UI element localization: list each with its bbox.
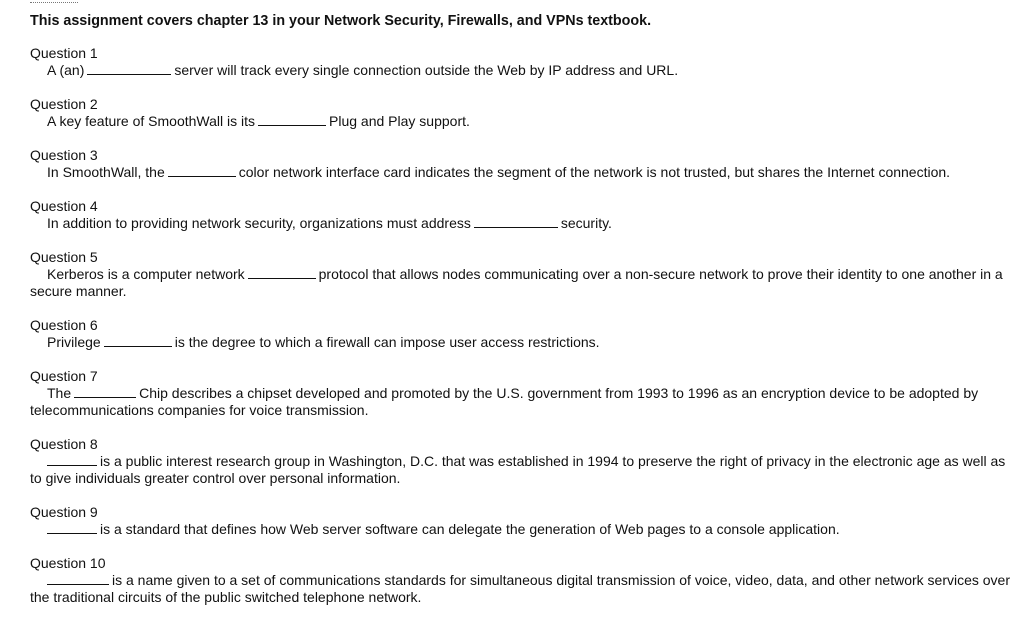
text-after-blank: server will track every single connection outside the Web by IP address and URL.	[174, 62, 679, 78]
question-10	[30, 555, 1010, 606]
question-8	[30, 436, 1010, 487]
text-after-blank: Chip describes a chipset developed and promoted by the U.S. government from 1993 to 1996 as an encryption device to be adopted by telecommunications companies for voice transmission.	[30, 385, 979, 418]
question-title: Question 6	[30, 317, 98, 333]
text-before-blank: A key feature of SmoothWall is its	[47, 113, 256, 129]
text-after-blank: protocol that allows nodes communicating over a non-secure network to prove their identity to one another in a secure manner.	[30, 266, 1003, 299]
text-after-blank: is a standard that defines how Web server software can delegate the generation of Web pages to a console application.	[100, 521, 840, 537]
question-title: Question 9	[30, 504, 98, 520]
assignment-header: This assignment covers chapter 13 in your Network Security, Firewalls, and VPNs textbook.	[30, 13, 652, 29]
answer-blank[interactable]	[168, 164, 236, 177]
question-text	[30, 385, 1010, 419]
question-5	[30, 249, 1010, 300]
question-title: Question 10	[30, 555, 106, 571]
text-after-blank: is the degree to which a firewall can impose user access restrictions.	[174, 334, 600, 350]
question-text	[30, 334, 1010, 351]
text-after-blank: is a name given to a set of communications standards for simultaneous digital transmission of voice, video, data, and other network services over the traditional circuits of the public switched telephone network.	[30, 572, 1011, 605]
text-after-blank: is a public interest research group in Washington, D.C. that was established in 1994 to preserve the right of privacy in the electronic age as well as to give individuals greater control over personal information.	[30, 453, 1006, 486]
text-before-blank: In SmoothWall, the	[47, 164, 165, 180]
question-7	[30, 368, 1010, 419]
answer-blank[interactable]	[104, 334, 172, 347]
answer-blank[interactable]	[74, 385, 136, 398]
question-9	[30, 504, 1010, 538]
question-title: Question 3	[30, 147, 98, 163]
question-text	[30, 164, 1010, 181]
answer-blank[interactable]	[258, 113, 326, 126]
question-4	[30, 198, 1010, 232]
question-title: Question 4	[30, 198, 98, 214]
question-3	[30, 147, 1010, 181]
question-text	[30, 215, 1010, 232]
text-before-blank: Kerberos is a computer network	[47, 266, 245, 282]
question-title: Question 1	[30, 45, 98, 61]
answer-blank[interactable]	[87, 62, 171, 75]
text-before-blank: Privilege	[47, 334, 101, 350]
question-6	[30, 317, 1010, 351]
question-text	[30, 113, 1010, 130]
answer-blank[interactable]	[47, 572, 109, 585]
question-text	[30, 453, 1010, 487]
text-after-blank: security.	[560, 215, 612, 231]
answer-blank[interactable]	[47, 521, 97, 534]
text-after-blank: Plug and Play support.	[329, 113, 470, 129]
question-title: Question 7	[30, 368, 98, 384]
question-text	[30, 62, 1010, 79]
answer-blank[interactable]	[47, 453, 97, 466]
question-title: Question 8	[30, 436, 98, 452]
answer-blank[interactable]	[248, 266, 316, 279]
text-before-blank: The	[47, 385, 72, 401]
question-title: Question 5	[30, 249, 98, 265]
question-text	[30, 521, 1010, 538]
text-before-blank: A (an)	[47, 62, 85, 78]
question-text	[30, 572, 1010, 606]
question-text	[30, 266, 1010, 300]
answer-blank[interactable]	[474, 215, 558, 228]
question-1	[30, 45, 1010, 79]
text-after-blank: color network interface card indicates the segment of the network is not trusted, but shares the Internet connection.	[238, 164, 951, 180]
question-title: Question 2	[30, 96, 98, 112]
text-before-blank: In addition to providing network security, organizations must address	[47, 215, 471, 231]
top-dotted-rule	[30, 2, 78, 3]
question-2	[30, 96, 1010, 130]
